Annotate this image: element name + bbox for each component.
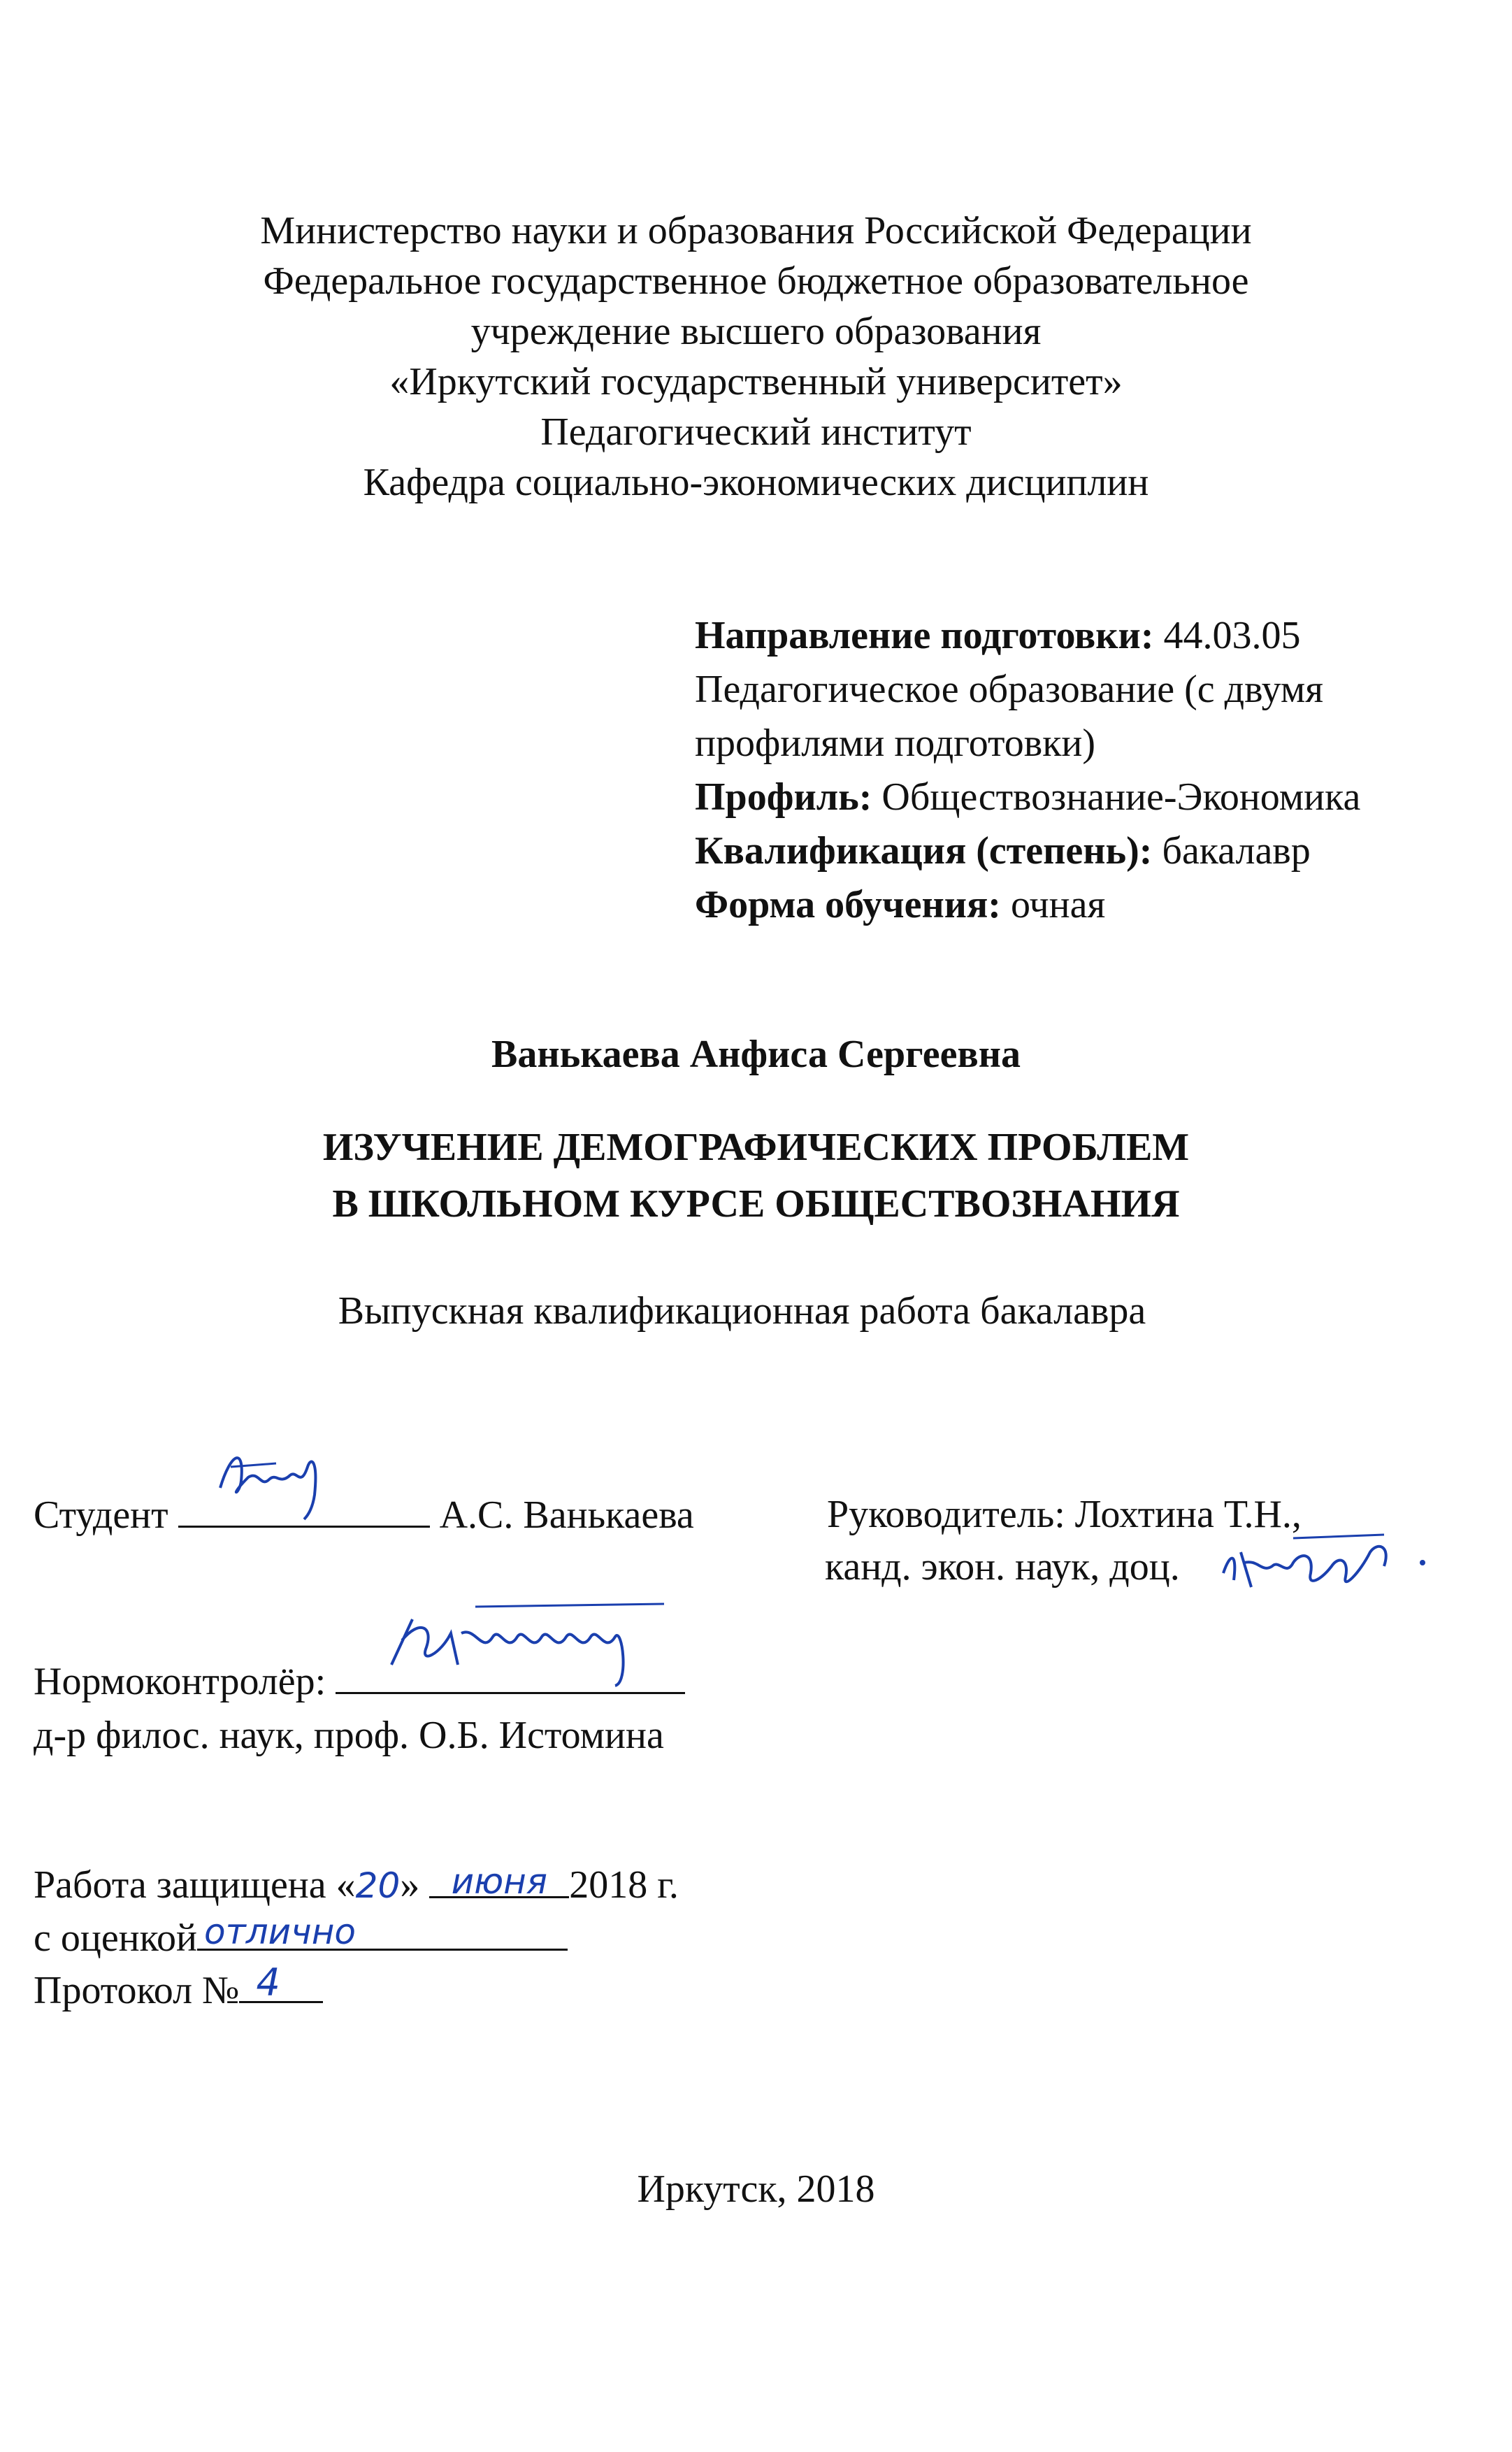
direction-label: Направление подготовки:: [695, 614, 1154, 657]
qualification-line: [695, 826, 1311, 876]
profile-line: [695, 772, 1360, 822]
grade-label: с оценкой: [34, 1916, 197, 1960]
protocol-number: 4: [256, 1960, 280, 2005]
supervisor-signature-icon: [1209, 1524, 1440, 1601]
protocol-field: [239, 1960, 323, 2005]
student-line: [34, 1489, 694, 1540]
study-form-label: Форма обучения:: [695, 883, 1001, 926]
direction-name-1: Педагогическое образование (с двумя: [695, 668, 1324, 711]
defense-year: 2018 г.: [569, 1863, 679, 1907]
defense-quote-close: »: [400, 1863, 420, 1907]
header-line-1: Министерство науки и образования Российской Федерации: [260, 209, 1252, 252]
header-line-6: Кафедра социально-экономических дисциплин: [363, 461, 1149, 504]
city-year: Иркутск, 2018: [637, 2167, 875, 2211]
defense-label: Работа защищена «: [34, 1863, 356, 1907]
direction-name-2: профилями подготовки): [695, 722, 1096, 765]
qualification-label: Квалификация (степень):: [695, 829, 1153, 873]
student-label: Студент: [34, 1493, 168, 1537]
study-form-value: очная: [1000, 883, 1106, 926]
grade-value: отлично: [203, 1912, 356, 1952]
direction-code: 44.03.05: [1153, 614, 1301, 657]
thesis-title-line-2: В ШКОЛЬНОМ КУРСЕ ОБЩЕСТВОЗНАНИЯ: [332, 1182, 1180, 1226]
normcontrol-label: Нормоконтролёр:: [34, 1660, 326, 1703]
student-signature-field: [178, 1489, 430, 1528]
defense-month-field: [429, 1860, 569, 1902]
supervisor-line-2: [825, 1542, 1180, 1592]
direction-line: [695, 610, 1300, 661]
thesis-title-line-1: ИЗУЧЕНИЕ ДЕМОГРАФИЧЕСКИХ ПРОБЛЕМ: [322, 1126, 1190, 1169]
header-line-3: учреждение высшего образования: [470, 310, 1042, 353]
normcontrol-line: [34, 1656, 685, 1707]
author-name: Ванькаева Анфиса Сергеевна: [491, 1033, 1021, 1076]
normcontrol-signature-field: [336, 1656, 685, 1694]
grade-field: [197, 1912, 568, 1951]
normcontrol-signature-icon: [336, 1598, 699, 1689]
grade-line: [34, 1912, 568, 1963]
protocol-label: Протокол №: [34, 1969, 240, 2012]
student-name: А.С. Ванькаева: [439, 1493, 694, 1537]
defense-date-line: [34, 1860, 679, 1911]
profile-label: Профиль:: [695, 775, 872, 819]
supervisor-degree: канд. экон. наук, доц.: [825, 1545, 1180, 1589]
defense-day: 20: [355, 1865, 401, 1906]
supervisor-line-1: Руководитель: Лохтина Т.Н.,: [827, 1493, 1302, 1536]
study-form-line: [695, 880, 1105, 930]
protocol-line: [34, 1960, 323, 2016]
student-signature-icon: [178, 1439, 360, 1523]
qualification-value: бакалавр: [1152, 829, 1311, 873]
header-line-4: «Иркутский государственный университет»: [389, 360, 1123, 403]
normcontrol-degree: д-р филос. наук, проф. О.Б. Истомина: [34, 1714, 664, 1757]
header-line-2: Федеральное государственное бюджетное образовательное: [263, 259, 1249, 303]
defense-month: июня: [451, 1861, 547, 1902]
work-type: Выпускная квалификационная работа бакалавра: [338, 1289, 1146, 1333]
header-line-5: Педагогический институт: [540, 410, 972, 454]
profile-value: Обществознание-Экономика: [872, 775, 1361, 819]
